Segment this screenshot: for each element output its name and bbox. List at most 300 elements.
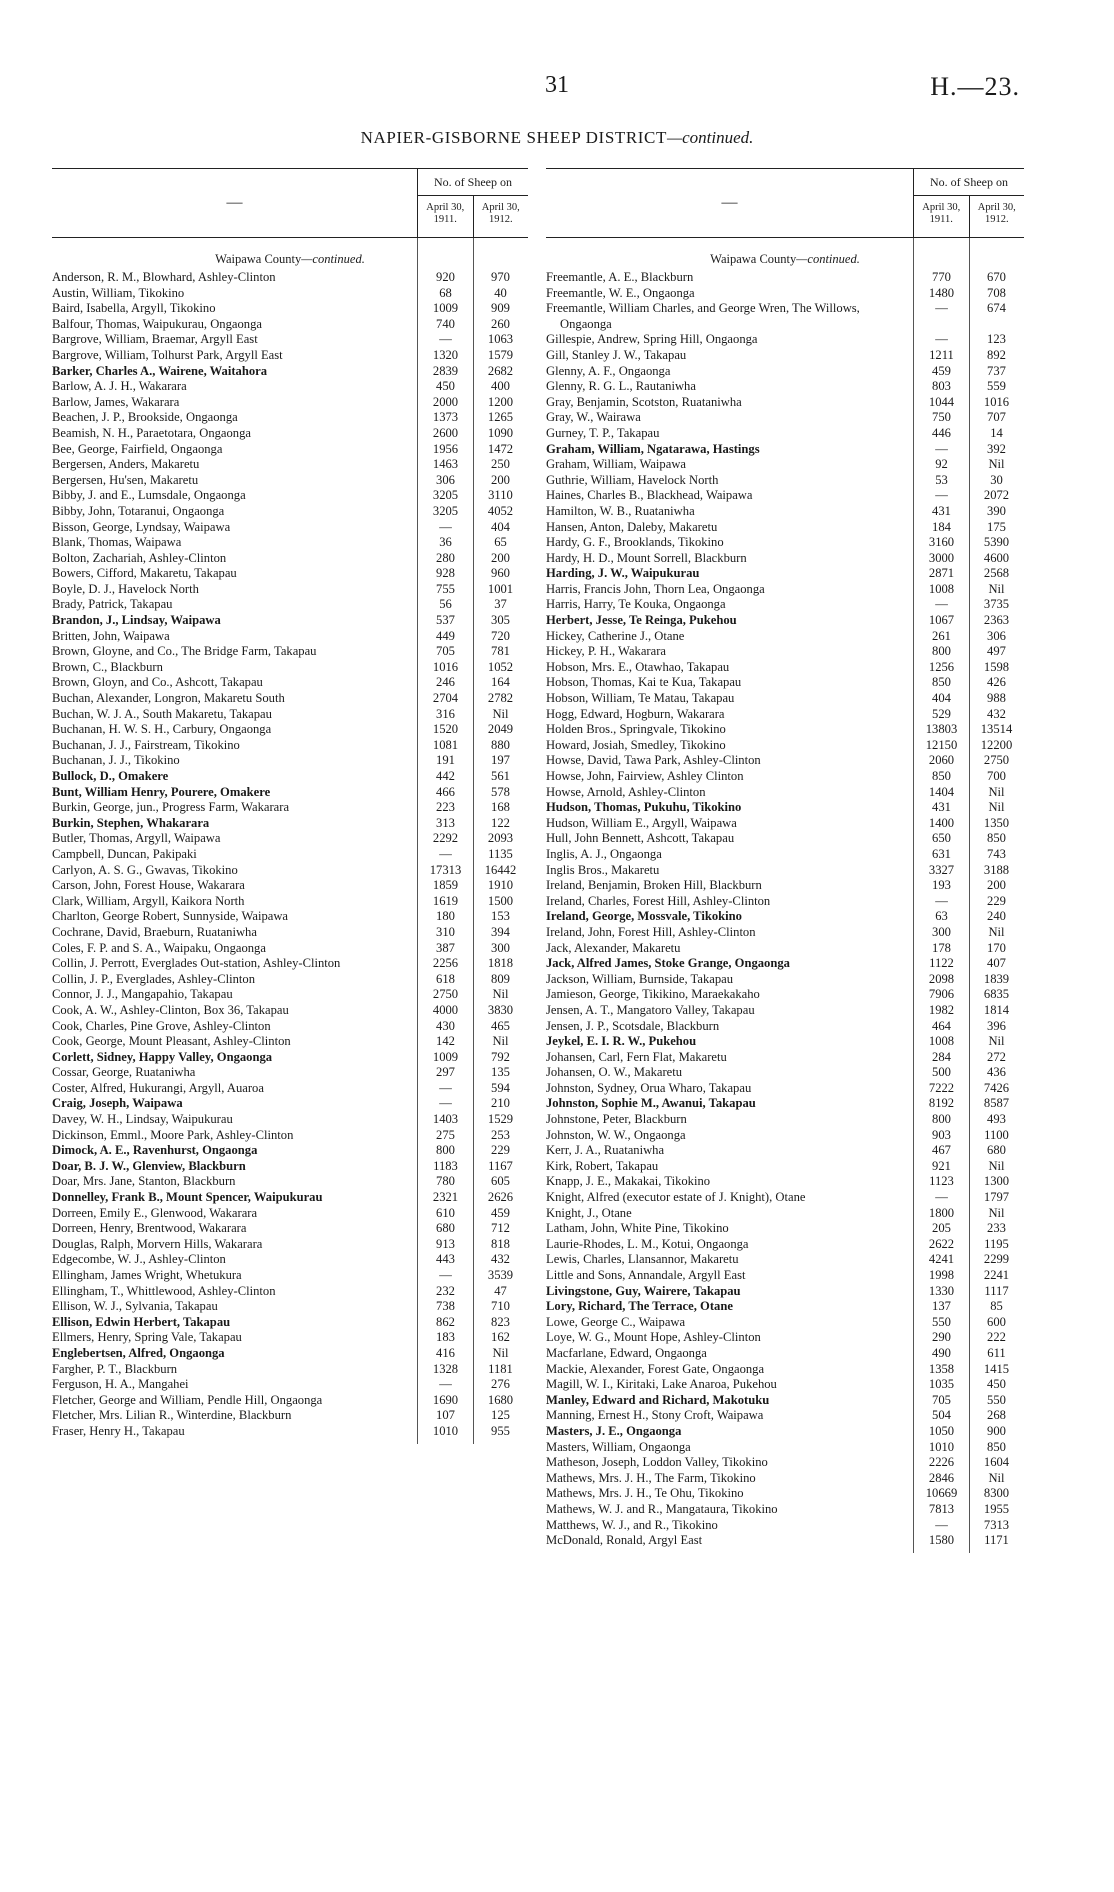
- holder-name-cell: [52, 457, 418, 473]
- holder-name: Knapp, J. E., Makakai, Tikokino: [546, 1174, 711, 1189]
- sheep-1911: —: [935, 441, 948, 456]
- holder-name: Cossar, George, Ruataniwha: [52, 1065, 196, 1080]
- sheep-1912: 305: [491, 613, 510, 628]
- holder-name-cell: [546, 1159, 914, 1175]
- table-row: [52, 488, 528, 504]
- table-header: [52, 168, 528, 238]
- sheep-1911: 449: [436, 628, 455, 643]
- table-row: [546, 1299, 1024, 1315]
- holder-name-cell: [52, 348, 418, 364]
- header-col-1911: April 30, 1911.: [922, 202, 961, 225]
- sheep-1911: 7813: [928, 1501, 955, 1516]
- holder-name-cell: [52, 1299, 418, 1315]
- table-row: [546, 270, 1024, 286]
- sheep-1912: Nil: [988, 1470, 1005, 1485]
- holder-name: Mathews, Mrs. J. H., Te Ohu, Tikokino: [546, 1486, 744, 1501]
- sheep-1912: 16442: [484, 862, 517, 877]
- sheep-1912: Nil: [492, 706, 509, 721]
- sheep-1912: 37: [494, 597, 507, 612]
- sheep-1912: Nil: [988, 1034, 1005, 1049]
- sheep-1912: 2363: [983, 613, 1010, 628]
- table-row: [546, 1128, 1024, 1144]
- sheep-1911: 1122: [929, 956, 954, 971]
- sheep-1911: 2226: [928, 1455, 955, 1470]
- sheep-1912: 1167: [488, 1158, 513, 1173]
- holder-name: Doar, B. J. W., Glenview, Blackburn: [52, 1158, 246, 1173]
- table-row: [546, 332, 1024, 348]
- sheep-1911: 3160: [928, 535, 955, 550]
- table-row: [52, 707, 528, 723]
- holder-name: Howse, Arnold, Ashley-Clinton: [546, 784, 706, 799]
- holder-name: Hull, John Bennett, Ashcott, Takapau: [546, 831, 735, 846]
- table-row: [546, 1221, 1024, 1237]
- table-row: [52, 925, 528, 941]
- table-row: [52, 1408, 528, 1424]
- holder-name: Holden Bros., Springvale, Tikokino: [546, 722, 726, 737]
- holder-name: Hickey, P. H., Wakarara: [546, 644, 666, 659]
- holder-name-cell: [546, 473, 914, 489]
- holder-name-cell: [546, 1019, 914, 1035]
- right-table: [546, 168, 1024, 1549]
- holder-name: Bibby, J. and E., Lumsdale, Ongaonga: [52, 488, 246, 503]
- holder-name-cell: [52, 831, 418, 847]
- holder-name-cell: [546, 1221, 914, 1237]
- sheep-1911: 1211: [929, 347, 954, 362]
- holder-name-cell: [52, 1081, 418, 1097]
- holder-name-cell: [52, 597, 418, 613]
- table-body: [52, 238, 528, 1440]
- table-header: [546, 168, 1024, 238]
- holder-name-cell: [546, 504, 914, 520]
- sheep-1911: 1400: [928, 815, 955, 830]
- holder-name: Harris, Harry, Te Kouka, Ongaonga: [546, 597, 726, 612]
- table-row: [52, 1377, 528, 1393]
- sheep-1912: 260: [491, 316, 510, 331]
- holder-name: Cook, George, Mount Pleasant, Ashley-Clinton: [52, 1034, 291, 1049]
- table-row: [546, 1081, 1024, 1097]
- table-row: [546, 925, 1024, 941]
- holder-name: Boyle, D. J., Havelock North: [52, 581, 199, 596]
- holder-name-cell: [52, 847, 418, 863]
- table-row: [52, 1096, 528, 1112]
- header-group: [913, 169, 1024, 237]
- table-row: [546, 301, 1024, 332]
- table-row: [546, 1237, 1024, 1253]
- sheep-1911: 740: [436, 316, 455, 331]
- table-row: [546, 675, 1024, 691]
- sheep-1911: 537: [436, 613, 455, 628]
- table-row: [546, 707, 1024, 723]
- holder-name-cell: [546, 379, 914, 395]
- sheep-1911: 913: [436, 1236, 455, 1251]
- sheep-1912: 559: [987, 379, 1006, 394]
- table-row: [52, 1034, 528, 1050]
- sheep-1911: 1480: [928, 285, 955, 300]
- table-row: [546, 1159, 1024, 1175]
- holder-name: Dickinson, Emml., Moore Park, Ashley-Clinton: [52, 1127, 294, 1142]
- holder-name-cell: [546, 987, 914, 1003]
- sheep-1912: 1195: [984, 1236, 1009, 1251]
- sheep-1911: 1067: [928, 613, 955, 628]
- holder-name-cell: [52, 972, 418, 988]
- sheep-1912: 394: [491, 924, 510, 939]
- holder-name: Inglis Bros., Makaretu: [546, 862, 660, 877]
- sheep-1911: 705: [436, 644, 455, 659]
- table-row: [546, 488, 1024, 504]
- sheep-1911: 1081: [432, 737, 459, 752]
- sheep-1912: 7426: [983, 1080, 1010, 1095]
- sheep-1912: 1265: [487, 410, 514, 425]
- sheep-1912: 135: [491, 1065, 510, 1080]
- table-row: [52, 1081, 528, 1097]
- holder-name: Johnston, W. W., Ongaonga: [546, 1127, 686, 1142]
- table-row: [546, 1065, 1024, 1081]
- table-row: [52, 301, 528, 317]
- sheep-1912: 1181: [488, 1361, 513, 1376]
- sheep-1912: 2072: [983, 488, 1010, 503]
- holder-name: Harding, J. W., Waipukurau: [546, 566, 700, 581]
- holder-name-cell: [52, 800, 418, 816]
- sheep-1912: 1529: [487, 1112, 514, 1127]
- holder-name: Macfarlane, Edward, Ongaonga: [546, 1345, 707, 1360]
- holder-name: Barlow, A. J. H., Wakarara: [52, 379, 187, 394]
- sheep-1912: 432: [491, 1252, 510, 1267]
- holder-name-cell: [546, 1362, 914, 1378]
- holder-name-cell: [52, 1174, 418, 1190]
- table-row: [546, 551, 1024, 567]
- sheep-1912: 30: [990, 472, 1003, 487]
- table-row: [546, 1346, 1024, 1362]
- sheep-1911: 1998: [928, 1268, 955, 1282]
- holder-name-cell: [546, 1424, 914, 1440]
- holder-name-cell: [52, 504, 418, 520]
- sheep-1911: 750: [932, 410, 951, 425]
- page-number: 31: [545, 72, 569, 98]
- holder-name: Hardy, H. D., Mount Sorrell, Blackburn: [546, 550, 747, 565]
- table-row: [52, 1206, 528, 1222]
- sheep-1911: 1010: [432, 1423, 459, 1438]
- sheep-1911: 431: [932, 800, 951, 815]
- sheep-1912: 1135: [488, 846, 513, 861]
- holder-name-cell: [546, 1190, 914, 1206]
- sheep-1911: 2321: [432, 1190, 459, 1205]
- holder-name: Blank, Thomas, Waipawa: [52, 535, 182, 550]
- sheep-1912: Nil: [492, 1034, 509, 1049]
- holder-name-cell: [52, 660, 418, 676]
- holder-name-cell: [546, 426, 914, 442]
- holder-name-cell: [52, 909, 418, 925]
- sheep-1912: 3110: [488, 488, 513, 503]
- holder-name: Hardy, G. F., Brooklands, Tikokino: [546, 535, 724, 550]
- table-row: [52, 738, 528, 754]
- table-row: [52, 520, 528, 536]
- table-row: [546, 1050, 1024, 1066]
- table-row: [546, 1174, 1024, 1190]
- table-row: [52, 675, 528, 691]
- holder-name-cell: [52, 644, 418, 660]
- sheep-1912: 300: [491, 940, 510, 955]
- sheep-1911: 2060: [928, 753, 955, 768]
- sheep-1911: 1619: [432, 893, 459, 908]
- holder-name-cell: [546, 738, 914, 754]
- holder-name: Ellmers, Henry, Spring Vale, Takapau: [52, 1330, 242, 1345]
- holder-name: Mathews, Mrs. J. H., The Farm, Tikokino: [546, 1470, 756, 1485]
- holder-name: Ellison, Edwin Herbert, Takapau: [52, 1314, 231, 1329]
- sheep-1912: 8587: [983, 1096, 1010, 1111]
- holder-name-cell: [546, 566, 914, 582]
- holder-name-cell: [52, 738, 418, 754]
- sheep-1911: 850: [932, 769, 951, 783]
- table-row: [52, 270, 528, 286]
- sheep-1912: 40: [494, 285, 507, 300]
- holder-name-cell: [546, 551, 914, 567]
- holder-name: Fletcher, George and William, Pendle Hill, Ongaonga: [52, 1392, 323, 1407]
- sheep-1912: 250: [491, 457, 510, 472]
- county-name: Waipawa County: [215, 252, 302, 266]
- table-row: [546, 738, 1024, 754]
- table-row: [52, 863, 528, 879]
- table-row: [546, 1284, 1024, 1300]
- sheep-1912: 712: [491, 1221, 510, 1236]
- sheep-1911: 316: [436, 706, 455, 721]
- sheep-1911: 2000: [432, 394, 459, 409]
- header-group-title: No. of Sheep on: [418, 169, 528, 196]
- holder-name-cell: [546, 1486, 914, 1502]
- holder-name-cell: [546, 301, 914, 332]
- holder-name: Brown, Gloyn, and Co., Ashcott, Takapau: [52, 675, 263, 690]
- sheep-1911: 803: [932, 379, 951, 394]
- holder-name-cell: [52, 613, 418, 629]
- holder-name: Brown, C., Blackburn: [52, 659, 163, 674]
- sheep-1912: 200: [987, 878, 1006, 893]
- sheep-1911: 68: [439, 285, 452, 300]
- sheep-1912: 8300: [983, 1486, 1010, 1501]
- table-row: [546, 348, 1024, 364]
- table-row: [52, 457, 528, 473]
- table-row: [546, 457, 1024, 473]
- holder-name: Brandon, J., Lindsay, Waipawa: [52, 613, 221, 628]
- holder-name-cell: [52, 1112, 418, 1128]
- sheep-1911: —: [439, 1268, 452, 1282]
- sheep-1911: 1008: [928, 581, 955, 596]
- table-row: [52, 831, 528, 847]
- holder-name: Matthews, W. J., and R., Tikokino: [546, 1517, 718, 1532]
- table-row: [52, 1174, 528, 1190]
- holder-name: Kirk, Robert, Takapau: [546, 1158, 659, 1173]
- table-row: [546, 613, 1024, 629]
- holder-name: Jensen, A. T., Mangatoro Valley, Takapau: [546, 1002, 755, 1017]
- table-row: [546, 1440, 1024, 1456]
- holder-name: Burkin, Stephen, Whakarara: [52, 815, 210, 830]
- sheep-1911: 180: [436, 909, 455, 924]
- sheep-1911: 2098: [928, 971, 955, 986]
- sheep-1911: 862: [436, 1314, 455, 1329]
- table-row: [546, 597, 1024, 613]
- sheep-1912: 781: [491, 644, 510, 659]
- holder-name: Ireland, John, Forest Hill, Ashley-Clinton: [546, 924, 756, 939]
- holder-name: Graham, William, Waipawa: [546, 457, 686, 472]
- holder-name-cell: [52, 707, 418, 723]
- sheep-1911: 1690: [432, 1392, 459, 1407]
- holder-name: Bunt, William Henry, Pourere, Omakere: [52, 784, 271, 799]
- table-row: [52, 1424, 528, 1440]
- sheep-1912: Nil: [988, 800, 1005, 815]
- holder-name: Magill, W. I., Kiritaki, Lake Anaroa, Pukehou: [546, 1377, 777, 1392]
- sheep-1911: 178: [932, 940, 951, 955]
- sheep-1911: 2292: [432, 831, 459, 846]
- holder-name: Bowers, Cifford, Makaretu, Takapau: [52, 566, 237, 581]
- sheep-1912: 5390: [983, 535, 1010, 550]
- holder-name: Carlyon, A. S. G., Gwavas, Tikokino: [52, 862, 238, 877]
- table-row: [546, 1252, 1024, 1268]
- holder-name-cell: [52, 301, 418, 317]
- holder-name: Brown, Gloyne, and Co., The Bridge Farm, Takapau: [52, 644, 317, 659]
- sheep-1912: 392: [987, 441, 1006, 456]
- holder-name: Corlett, Sidney, Happy Valley, Ongaonga: [52, 1049, 273, 1064]
- table-row: [546, 941, 1024, 957]
- holder-name: Harris, Francis John, Thorn Lea, Ongaonga: [546, 581, 765, 596]
- sheep-1912: 737: [987, 363, 1006, 378]
- holder-name: Little and Sons, Annandale, Argyll East: [546, 1268, 746, 1282]
- table-row: [546, 1377, 1024, 1393]
- sheep-1911: 56: [439, 597, 452, 612]
- sheep-1912: 880: [491, 737, 510, 752]
- sheep-1912: 4052: [487, 503, 514, 518]
- sheep-1912: 47: [494, 1283, 507, 1298]
- sheep-1911: 232: [436, 1283, 455, 1298]
- sheep-1911: 1520: [432, 722, 459, 737]
- holder-name: Hobson, William, Te Matau, Takapau: [546, 691, 735, 706]
- sheep-1911: 780: [436, 1174, 455, 1189]
- sheep-1911: 450: [436, 379, 455, 394]
- sheep-1912: 1818: [487, 956, 514, 971]
- sheep-1912: 809: [491, 971, 510, 986]
- holder-name-cell: [52, 1393, 418, 1409]
- holder-name: Masters, J. E., Ongaonga: [546, 1423, 682, 1438]
- holder-name-cell: [546, 1518, 914, 1534]
- sheep-1912: 1680: [487, 1392, 514, 1407]
- sheep-1912: 229: [987, 893, 1006, 908]
- sheep-1911: 1320: [432, 347, 459, 362]
- holder-name: Bee, George, Fairfield, Ongaonga: [52, 441, 223, 456]
- sheep-1911: 2600: [432, 425, 459, 440]
- sheep-1911: 300: [932, 924, 951, 939]
- sheep-1912: 970: [491, 270, 510, 284]
- holder-name-cell: [546, 769, 914, 785]
- table-row: [546, 535, 1024, 551]
- holder-name: Barlow, James, Wakarara: [52, 394, 180, 409]
- holder-name: Campbell, Duncan, Pakipaki: [52, 846, 197, 861]
- holder-name: Howse, David, Tawa Park, Ashley-Clinton: [546, 753, 761, 768]
- holder-name-cell: [546, 941, 914, 957]
- holder-name: Butler, Thomas, Argyll, Waipawa: [52, 831, 221, 846]
- sheep-1911: 610: [436, 1205, 455, 1220]
- holder-name: Buchan, Alexander, Longron, Makaretu South: [52, 691, 285, 706]
- sheep-1911: 1044: [928, 394, 955, 409]
- sheep-1912: 1016: [983, 394, 1010, 409]
- holder-name: McDonald, Ronald, Argyl East: [546, 1533, 703, 1548]
- sheep-1912: Nil: [492, 1345, 509, 1360]
- sheep-1911: 1035: [928, 1377, 955, 1392]
- sheep-1911: 387: [436, 940, 455, 955]
- sheep-1912: Nil: [492, 987, 509, 1002]
- sheep-1912: 123: [987, 332, 1006, 347]
- sheep-1912: 3735: [983, 597, 1010, 612]
- table-row: [52, 753, 528, 769]
- holder-name-cell: [546, 863, 914, 879]
- sheep-1912: 164: [491, 675, 510, 690]
- holder-name-cell: [52, 894, 418, 910]
- sheep-1912: Nil: [988, 924, 1005, 939]
- sheep-1912: Nil: [988, 457, 1005, 472]
- holder-name-cell: [52, 769, 418, 785]
- table-row: [546, 1362, 1024, 1378]
- sheep-1912: 459: [491, 1205, 510, 1220]
- holder-name-cell: [52, 442, 418, 458]
- sheep-1912: 240: [987, 909, 1006, 924]
- table-row: [546, 1315, 1024, 1331]
- sheep-1912: 550: [987, 1392, 1006, 1407]
- sheep-1911: 1330: [928, 1283, 955, 1298]
- sheep-1911: 17313: [429, 862, 462, 877]
- sheep-1912: 1579: [487, 347, 514, 362]
- holder-name: Jamieson, George, Tikikino, Maraekakaho: [546, 987, 760, 1002]
- table-row: [546, 722, 1024, 738]
- holder-name-cell: [52, 1237, 418, 1253]
- holder-name-cell: [52, 1268, 418, 1284]
- sheep-1911: 3327: [928, 862, 955, 877]
- sheep-1911: 1016: [432, 659, 459, 674]
- holder-name-cell: [52, 317, 418, 333]
- table-row: [52, 582, 528, 598]
- holder-name: Fletcher, Mrs. Lilian R., Winterdine, Blackburn: [52, 1408, 292, 1423]
- sheep-1911: 1463: [432, 457, 459, 472]
- holder-name: Gurney, T. P., Takapau: [546, 425, 660, 440]
- header-blank: —: [226, 194, 243, 211]
- sheep-1912: 710: [491, 1299, 510, 1314]
- holder-name: Herbert, Jesse, Te Reinga, Pukehou: [546, 613, 737, 628]
- holder-name-cell: [52, 1346, 418, 1362]
- holder-name-cell: [546, 878, 914, 894]
- table-row: [52, 644, 528, 660]
- sheep-1911: 928: [436, 566, 455, 581]
- holder-name-cell: [546, 520, 914, 536]
- holder-name: Hansen, Anton, Daleby, Makaretu: [546, 519, 718, 534]
- holder-name-cell: [52, 1284, 418, 1300]
- sheep-1912: 823: [491, 1314, 510, 1329]
- holder-name: Jack, Alfred James, Stoke Grange, Ongaonga: [546, 956, 790, 971]
- sheep-1912: 850: [987, 1439, 1006, 1454]
- holder-name-cell: [52, 1362, 418, 1378]
- table-row: [52, 1362, 528, 1378]
- holder-name: Masters, William, Ongaonga: [546, 1439, 691, 1454]
- table-row: [546, 286, 1024, 302]
- holder-name: Coles, F. P. and S. A., Waipaku, Ongaonga: [52, 940, 266, 955]
- sheep-1912: 2626: [487, 1190, 514, 1205]
- table-row: [546, 379, 1024, 395]
- table-row: [52, 379, 528, 395]
- holder-name-cell: [52, 582, 418, 598]
- table-row: [52, 410, 528, 426]
- holder-name-cell: [546, 800, 914, 816]
- table-row: [52, 1112, 528, 1128]
- table-row: [52, 878, 528, 894]
- table-body: [546, 238, 1024, 1549]
- holder-name-cell: [52, 488, 418, 504]
- holder-name: Beamish, N. H., Paraetotara, Ongaonga: [52, 425, 251, 440]
- holder-name-cell: [52, 1221, 418, 1237]
- table-row: [546, 863, 1024, 879]
